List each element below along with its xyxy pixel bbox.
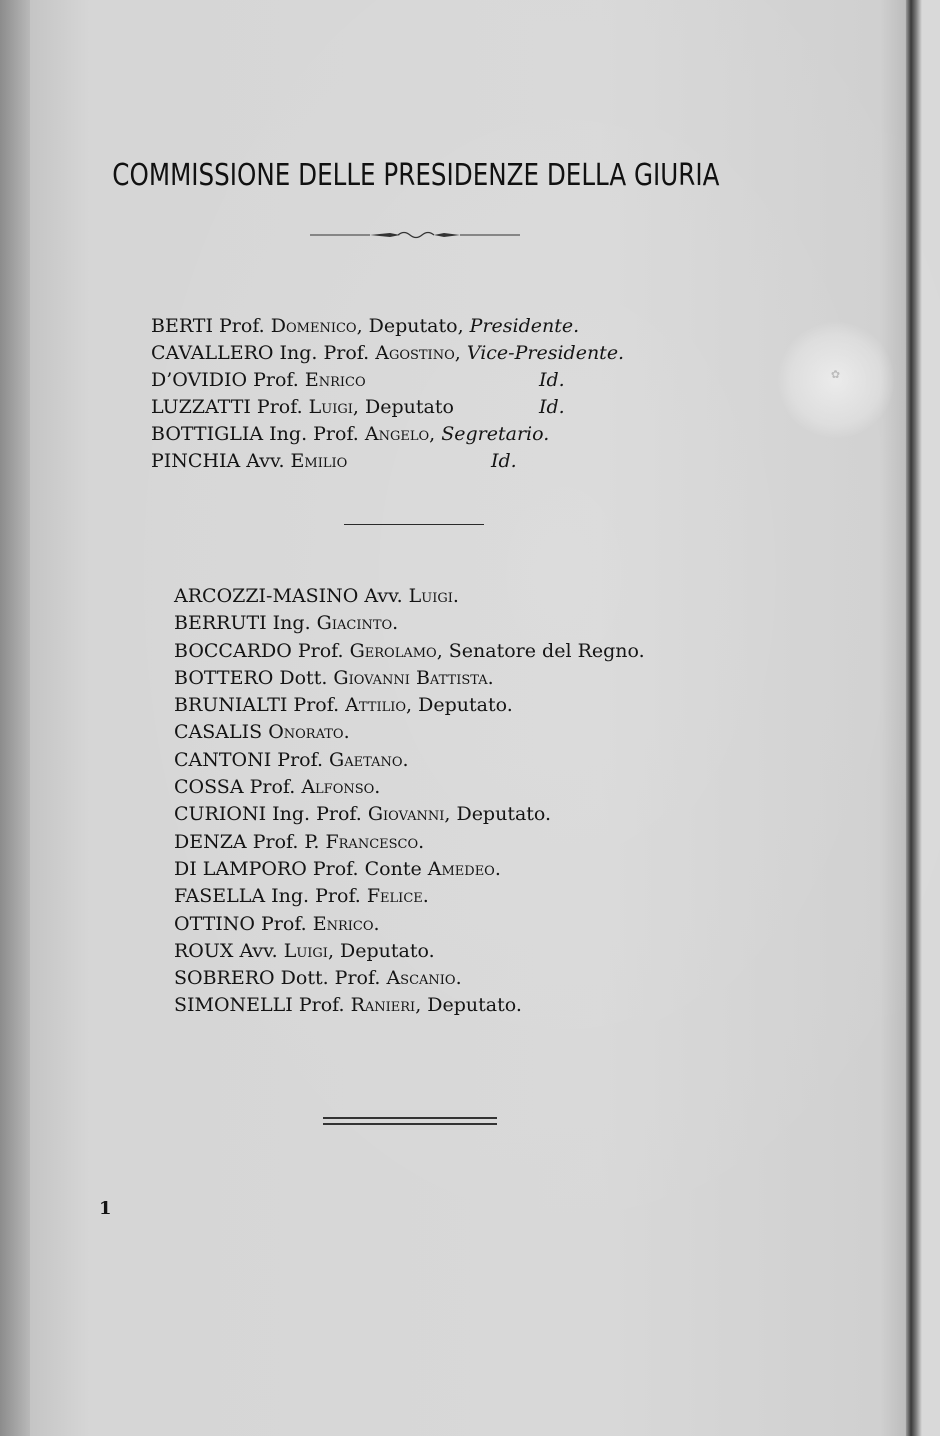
officer-title: Prof.	[212, 315, 271, 337]
member-title: Prof.	[292, 994, 351, 1017]
officer-row	[151, 394, 624, 421]
page-number: 1	[99, 1198, 112, 1219]
member-given-name: Gerolamo	[349, 639, 437, 662]
member-row	[174, 583, 645, 610]
officer-title: Ing. Prof.	[273, 342, 376, 364]
officer-given-name: Angelo	[364, 423, 430, 445]
officer-row	[151, 340, 624, 367]
officer-role: Id.	[491, 450, 517, 472]
member-title: Prof.	[254, 912, 313, 935]
member-title: Ing.	[266, 612, 317, 635]
member-given-name: Attilio	[345, 694, 407, 717]
member-row	[174, 992, 645, 1019]
member-surname: OTTINO	[174, 912, 255, 935]
member-given-name: Giacinto.	[316, 612, 399, 635]
member-title: Ing. Prof.	[266, 803, 368, 826]
officer-given-name: Enrico	[304, 369, 366, 391]
member-given-name: Francesco.	[325, 830, 425, 853]
member-title: Prof. Conte	[306, 857, 428, 880]
member-row	[174, 883, 645, 910]
officer-given-name: Luigi	[308, 396, 353, 418]
member-row	[174, 829, 645, 856]
officer-row	[151, 448, 624, 475]
member-given-name: Luigi.	[408, 585, 459, 607]
page-title: COMMISSIONE DELLE PRESIDENZE DELLA GIURIA	[112, 158, 720, 193]
member-given-name: Amedeo.	[427, 857, 501, 880]
member-given-name: Ranieri	[350, 994, 416, 1017]
page-right-edge	[906, 0, 916, 1436]
officer-role: Segretario.	[441, 423, 550, 445]
officer-given-name: Emilio	[290, 450, 348, 472]
decorative-ornament	[310, 230, 520, 240]
member-given-name: Alfonso.	[301, 776, 381, 799]
member-row	[174, 911, 645, 938]
member-row	[174, 774, 645, 801]
officer-surname: BERTI	[151, 315, 213, 337]
page-left-edge	[0, 0, 30, 1436]
member-title: Prof. P.	[246, 830, 326, 853]
officer-row	[151, 313, 624, 340]
officer-surname: D’OVIDIO	[151, 369, 248, 391]
officer-row	[151, 367, 624, 394]
member-note: , Deputato.	[406, 694, 513, 717]
member-row	[174, 638, 645, 665]
officer-title: Avv.	[240, 450, 291, 472]
member-row	[174, 610, 645, 637]
member-given-name: Luigi	[283, 939, 328, 962]
members-list	[174, 583, 645, 1020]
officer-role: Vice-Presidente.	[466, 342, 625, 364]
member-surname: BOCCARDO	[174, 639, 292, 662]
closing-rule-bottom	[323, 1123, 497, 1125]
member-title: Prof.	[243, 776, 302, 799]
member-row	[174, 856, 645, 883]
officer-surname: LUZZATTI	[151, 396, 251, 418]
member-title: Ing. Prof.	[265, 885, 367, 908]
officer-title: Prof.	[250, 396, 309, 418]
member-surname: SOBRERO	[174, 967, 275, 990]
officer-surname: BOTTIGLIA	[151, 423, 264, 445]
member-row	[174, 692, 645, 719]
officer-surname: CAVALLERO	[151, 342, 274, 364]
officer-note: ,	[429, 423, 442, 445]
officer-role: Id.	[539, 369, 565, 391]
member-surname: DENZA	[174, 830, 247, 853]
member-note: , Senatore del Regno.	[436, 639, 645, 662]
member-given-name: Giovanni	[367, 803, 445, 826]
member-surname: BRUNIALTI	[174, 694, 288, 717]
member-surname: CURIONI	[174, 803, 267, 826]
member-title: Prof.	[287, 694, 346, 717]
member-title: Prof.	[271, 748, 330, 771]
officer-given-name: Domenico	[270, 315, 357, 337]
officer-role: Id.	[539, 396, 565, 418]
member-surname: BERRUTI	[174, 612, 267, 635]
officer-surname: PINCHIA	[151, 450, 241, 472]
member-title: Avv.	[358, 585, 409, 607]
member-row	[174, 665, 645, 692]
officer-note: ,	[454, 342, 467, 364]
member-surname: ROUX	[174, 939, 234, 962]
member-note: , Deputato.	[415, 994, 522, 1017]
member-given-name: Giovanni Battista.	[333, 666, 494, 689]
officer-row	[151, 421, 624, 448]
officer-title: Ing. Prof.	[263, 423, 365, 445]
officer-title: Prof.	[247, 369, 305, 391]
member-surname: COSSA	[174, 776, 244, 799]
member-title: Dott. Prof.	[274, 967, 387, 990]
member-row	[174, 965, 645, 992]
member-row	[174, 801, 645, 828]
member-title: Dott.	[273, 666, 334, 689]
section-divider	[344, 524, 484, 525]
member-note: , Deputato.	[327, 939, 435, 962]
officer-role: Presidente.	[469, 315, 580, 337]
member-title: Avv.	[233, 939, 284, 962]
member-row	[174, 719, 645, 746]
member-note: , Deputato.	[444, 803, 552, 826]
officer-note: , Deputato,	[356, 315, 470, 337]
member-row	[174, 747, 645, 774]
officer-given-name: Agostino	[375, 342, 455, 364]
officers-list	[151, 313, 624, 475]
member-surname: ARCOZZI-MASINO	[174, 585, 359, 607]
member-given-name: Gaetano.	[329, 748, 409, 771]
member-surname: CASALIS	[174, 721, 263, 744]
member-given-name: Enrico.	[312, 912, 380, 935]
member-given-name: Ascanio.	[386, 967, 462, 990]
member-given-name: Onorato.	[268, 721, 350, 744]
officer-note: , Deputato	[352, 396, 454, 418]
closing-rule-top	[323, 1117, 497, 1119]
member-surname: CANTONI	[174, 748, 272, 771]
library-stamp	[778, 322, 894, 438]
library-stamp-mark: ✿	[830, 368, 842, 381]
member-surname: BOTTERO	[174, 666, 274, 689]
member-given-name: Felice.	[366, 885, 429, 908]
member-surname: FASELLA	[174, 885, 266, 908]
member-title: Prof.	[291, 639, 350, 662]
member-row	[174, 938, 645, 965]
member-surname: DI LAMPORO	[174, 857, 307, 880]
member-surname: SIMONELLI	[174, 994, 293, 1017]
